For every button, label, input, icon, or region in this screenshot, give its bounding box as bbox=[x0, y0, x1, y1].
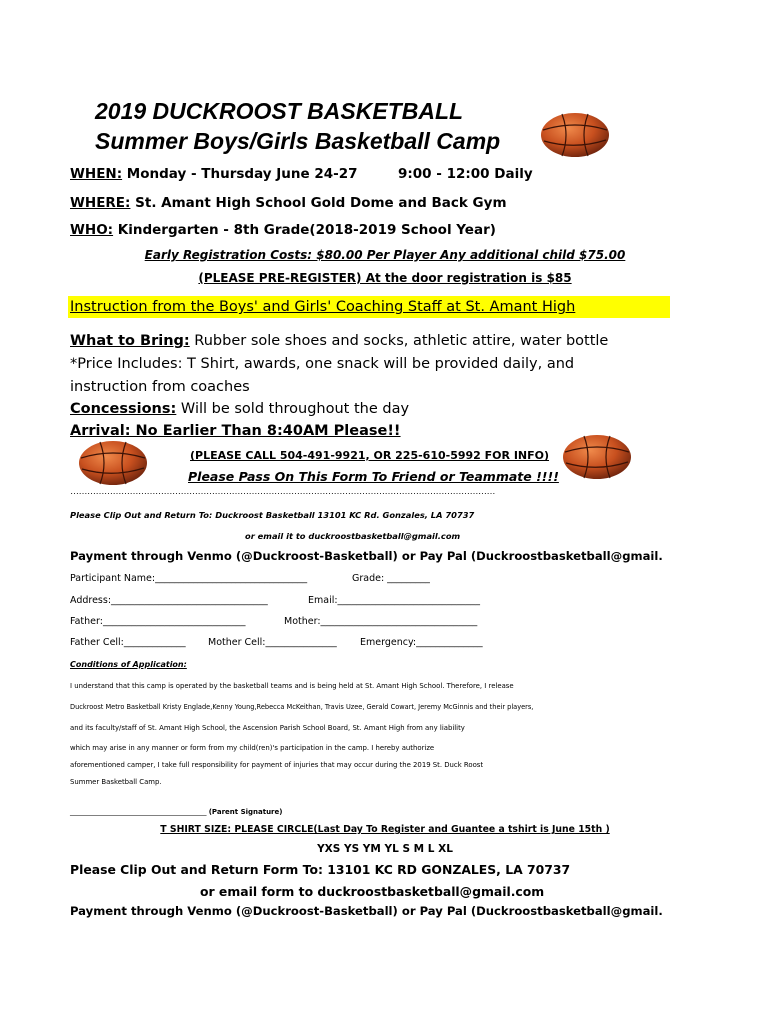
pass-on-notice: Please Pass On This Form To Friend or Teammate !!!! bbox=[188, 469, 559, 484]
clip-line: …………………………………………………………………………………………………………………………………… bbox=[70, 486, 495, 496]
concessions-row bbox=[70, 401, 409, 417]
signature-row bbox=[70, 808, 282, 816]
instruction-text: Instruction from the Boys' and Girls' Coaching Staff at St. Amant High bbox=[70, 299, 576, 315]
when-row bbox=[70, 166, 358, 182]
participant-name-field[interactable]: Participant Name:________________________________ bbox=[70, 573, 308, 584]
mother-cell-field[interactable]: Mother Cell:_______________ bbox=[208, 637, 337, 648]
where-label: WHERE: bbox=[70, 195, 131, 211]
signature-line[interactable]: _______________________________________ bbox=[70, 808, 207, 816]
conditions-heading: Conditions of Application: bbox=[70, 660, 187, 669]
when-time: 9:00 - 12:00 Daily bbox=[398, 166, 533, 182]
concessions-value: Will be sold throughout the day bbox=[176, 401, 410, 417]
door-registration-cost: (PLEASE PRE-REGISTER) At the door registration is $85 bbox=[198, 271, 572, 285]
basketball-icon bbox=[78, 440, 148, 491]
conditions-line: Duckroost Metro Basketball Kristy Englade,Kenny Young,Rebecca McKeithan, Travis Uzee, Gerald Cowart, Jeremy McGinnis and their players, bbox=[70, 703, 534, 711]
emergency-field[interactable]: Emergency:______________ bbox=[360, 637, 483, 648]
father-cell-field[interactable]: Father Cell:_____________ bbox=[70, 637, 186, 648]
signature-label: (Parent Signature) bbox=[208, 808, 283, 816]
basketball-icon bbox=[562, 434, 632, 485]
what-to-bring-value: Rubber sole shoes and socks, athletic attire, water bottle bbox=[189, 333, 609, 349]
arrival-notice: Arrival: No Earlier Than 8:40AM Please!! bbox=[70, 423, 401, 439]
info-call: (PLEASE CALL 504-491-9921, OR 225-610-5992 FOR INFO) bbox=[190, 449, 550, 462]
basketball-icon bbox=[540, 112, 610, 163]
when-label: WHEN: bbox=[70, 166, 123, 182]
clip-email: or email it to duckroostbasketball@gmail.com bbox=[245, 531, 461, 541]
footer-clip-address: Please Clip Out and Return Form To: 13101 KC RD GONZALES, LA 70737 bbox=[70, 862, 571, 877]
who-value: Kindergarten - 8th Grade(2018-2019 School Year) bbox=[113, 222, 496, 238]
conditions-line: Summer Basketball Camp. bbox=[70, 778, 162, 786]
who-label: WHO: bbox=[70, 222, 114, 238]
price-includes-line2: instruction from coaches bbox=[70, 379, 250, 395]
what-to-bring-row bbox=[70, 333, 608, 349]
what-to-bring-label: What to Bring: bbox=[70, 333, 190, 349]
conditions-line: and its faculty/staff of St. Amant High School, the Ascension Parish School Board, St. Amant High from any liability bbox=[70, 724, 465, 732]
clip-return-address: Please Clip Out and Return To: Duckroost Basketball 13101 KC Rd. Gonzales, LA 70737 bbox=[70, 510, 475, 520]
email-field[interactable]: Email:______________________________ bbox=[308, 595, 481, 606]
early-registration-costs: Early Registration Costs: $80.00 Per Player Any additional child $75.00 bbox=[144, 248, 626, 262]
payment-info-top: Payment through Venmo (@Duckroost-Basketball) or Pay Pal (Duckroostbasketball@gmail. bbox=[70, 549, 663, 563]
mother-field[interactable]: Mother:_________________________________ bbox=[284, 616, 478, 627]
footer-email: or email form to duckroostbasketball@gmail.com bbox=[200, 884, 545, 899]
instruction-banner bbox=[68, 296, 670, 318]
footer-payment: Payment through Venmo (@Duckroost-Basketball) or Pay Pal (Duckroostbasketball@gmail. bbox=[70, 904, 663, 918]
concessions-label: Concessions: bbox=[70, 401, 177, 417]
who-row bbox=[70, 222, 496, 238]
where-row bbox=[70, 195, 507, 211]
where-value: St. Amant High School Gold Dome and Back Gym bbox=[130, 195, 507, 211]
conditions-line: I understand that this camp is operated by the basketball teams and is being held at St. Amant High School. Therefore, I release bbox=[70, 682, 514, 690]
camp-title-line2: Summer Boys/Girls Basketball Camp bbox=[95, 128, 501, 154]
address-field[interactable]: Address:_________________________________ bbox=[70, 595, 268, 606]
conditions-line: which may arise in any manner or form from my child(ren)'s participation in the camp. I hereby authorize bbox=[70, 744, 435, 752]
when-days: Monday - Thursday June 24-27 bbox=[122, 166, 358, 182]
conditions-line: aforementioned camper, I take full responsibility for payment of injuries that may occur during the 2019 St. Duck Roost bbox=[70, 761, 484, 769]
grade-field[interactable]: Grade: _________ bbox=[352, 573, 430, 584]
camp-title-line1: 2019 DUCKROOST BASKETBALL bbox=[95, 98, 464, 124]
father-field[interactable]: Father:______________________________ bbox=[70, 616, 246, 627]
tshirt-size-heading: T SHIRT SIZE: PLEASE CIRCLE(Last Day To Register and Guantee a tshirt is June 15th ) bbox=[160, 824, 610, 835]
tshirt-sizes[interactable]: YXS YS YM YL S M L XL bbox=[317, 843, 453, 855]
price-includes-line1: *Price Includes: T Shirt, awards, one snack will be provided daily, and bbox=[70, 356, 575, 372]
